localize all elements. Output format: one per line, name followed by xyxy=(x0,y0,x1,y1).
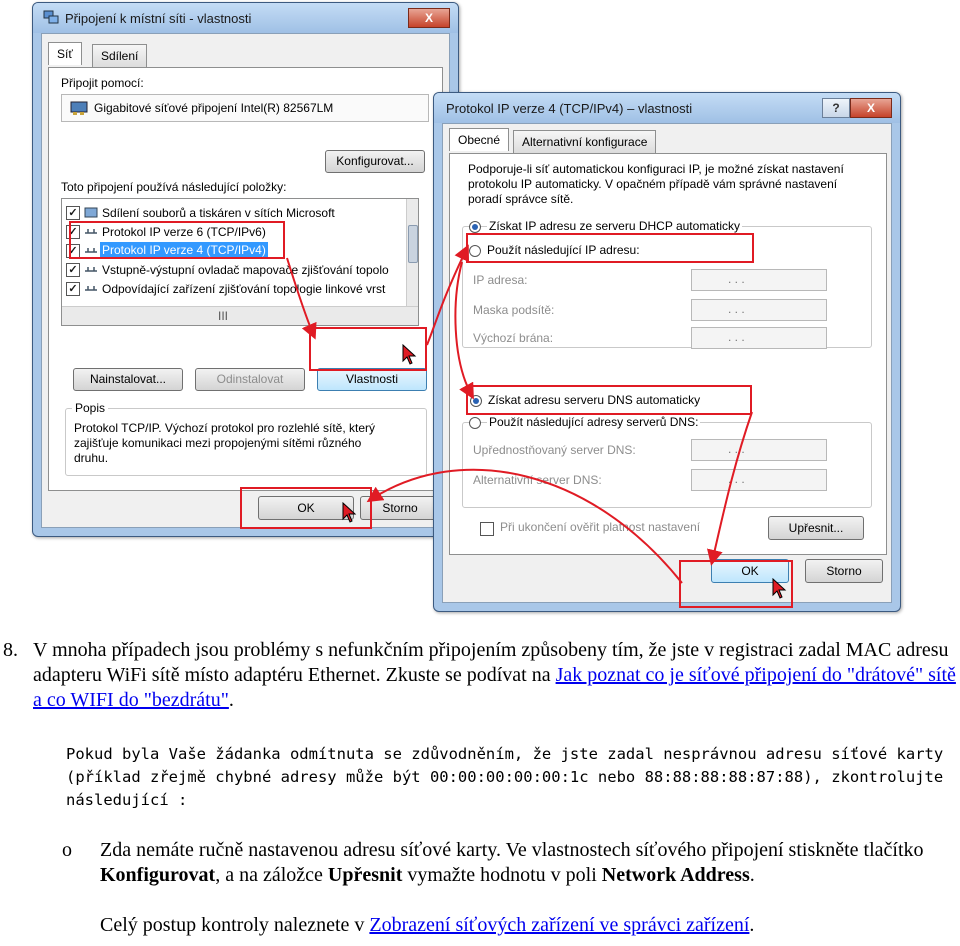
tab-general[interactable]: Obecné xyxy=(449,128,509,151)
adapter-name: Gigabitové síťové připojení Intel(R) 82567LM xyxy=(94,101,334,115)
highlight-ipv4-item xyxy=(69,221,285,259)
alternate-dns-label: Alternativní server DNS: xyxy=(473,473,602,487)
list-text: . xyxy=(749,864,755,886)
properties-button[interactable]: Vlastnosti xyxy=(317,368,427,391)
validate-checkbox-label[interactable]: Při ukončení ověřit platnost nastavení xyxy=(500,520,701,534)
network-adapter-icon xyxy=(70,100,88,116)
subnet-dots: . . . xyxy=(728,302,745,316)
subnet-field xyxy=(691,299,827,321)
item-checkbox[interactable]: ✓ xyxy=(66,225,80,239)
step-text-end: . xyxy=(228,689,234,711)
advanced-term: Upřesnit xyxy=(327,864,403,886)
rejection-note: Pokud byla Vaše žádanka odmítnuta se zdůvodněním, že jste zadal nesprávnou adresu síťové karty (příklad zřejmě chybné adresy může být 00:00:00:00:00:1c nebo 88:88:88:88:87:88), zkontrolujte následující : xyxy=(66,745,944,809)
highlight-auto-dns xyxy=(466,385,752,415)
ok-button[interactable]: OK xyxy=(711,559,789,583)
cancel-button[interactable]: Storno xyxy=(805,559,883,583)
advanced-button[interactable]: Upřesnit... xyxy=(768,516,864,540)
scroll-indicator: III xyxy=(218,309,229,323)
window-title: Připojení k místní síti - vlastnosti xyxy=(65,11,252,26)
ip-address-field xyxy=(691,269,827,291)
close-button[interactable]: X xyxy=(850,98,892,118)
list-text: vymažte hodnotu v poli xyxy=(402,864,602,886)
item-label: Odpovídající zařízení zjišťování topologie linkové vrst xyxy=(102,282,386,296)
list-item[interactable] xyxy=(62,203,407,222)
gateway-dots: . . . xyxy=(728,330,745,344)
dialog-client xyxy=(442,123,892,603)
adapter-field xyxy=(61,94,429,122)
list-item xyxy=(100,838,960,888)
network-address-term: Network Address xyxy=(601,864,750,886)
list-text: , a na záložce xyxy=(215,864,328,886)
configure-term: Konfigurovat xyxy=(100,864,216,886)
tab-network[interactable]: Síť xyxy=(48,42,82,65)
ip-address-label: IP adresa: xyxy=(473,273,528,287)
procedure-line xyxy=(100,913,960,938)
list-item[interactable] xyxy=(62,260,407,279)
procedure-end: . xyxy=(749,914,755,936)
item-checkbox[interactable]: ✓ xyxy=(66,263,80,277)
alternate-dns-field xyxy=(691,469,827,491)
item-checkbox[interactable]: ✓ xyxy=(66,206,80,220)
validate-checkbox[interactable] xyxy=(480,522,494,536)
cursor-icon xyxy=(402,344,418,366)
device-manager-link[interactable]: Zobrazení síťových zařízení ve správci zařízení xyxy=(369,914,750,936)
gateway-label: Výchozí brána: xyxy=(473,331,554,345)
item-label: Protokol IP verze 6 (TCP/IPv6) xyxy=(102,225,266,239)
preferred-dns-dots: . . . xyxy=(728,442,745,456)
items-list xyxy=(61,198,419,326)
radio-auto-ip-label[interactable]: Získat IP adresu ze serveru DHCP automaticky xyxy=(489,219,740,233)
ip-address-dots: . . . xyxy=(728,272,745,286)
item-label: Vstupně-výstupní ovladač mapovače zjišťování topolo xyxy=(102,263,389,277)
radio-manual-dns-label[interactable]: Použít následující adresy serverů DNS: xyxy=(489,415,699,429)
screenshot-area xyxy=(32,0,902,615)
titlebar[interactable] xyxy=(33,3,458,33)
network-icon xyxy=(43,10,59,24)
help-button[interactable]: ? xyxy=(822,98,850,118)
scroll-thumb[interactable] xyxy=(408,225,418,263)
preferred-dns-label: Upřednostňovaný server DNS: xyxy=(473,443,636,457)
step-text: V mnoha případech jsou problémy s nefunkčním připojením způsobeny tím, že jste v registraci zadal MAC adresu adapteru WiFi sítě místo adaptéru Ethernet. Zkuste se podívat na xyxy=(33,639,949,686)
configure-button[interactable]: Konfigurovat... xyxy=(325,150,425,173)
tab-sharing[interactable]: Sdílení xyxy=(92,44,147,67)
radio-manual-dns[interactable] xyxy=(469,417,481,429)
cursor-icon xyxy=(342,502,358,524)
tab-panel xyxy=(48,67,443,491)
item-label: Protokol IP verze 4 (TCP/IPv4) xyxy=(102,243,266,257)
procedure-text: Celý postup kontroly naleznete v xyxy=(100,914,370,936)
close-button[interactable]: X xyxy=(408,8,450,28)
alternate-dns-dots: . . . xyxy=(728,472,745,486)
window-title: Protokol IP verze 4 (TCP/IPv4) – vlastnosti xyxy=(446,101,693,116)
ipv4-properties-window xyxy=(433,92,901,612)
protocol-icon xyxy=(84,263,98,275)
radio-auto-dns-label[interactable]: Získat adresu serveru DNS automaticky xyxy=(488,393,701,407)
list-text: Zda nemáte ručně nastavenou adresu síťové karty. Ve vlastnostech síťového připojení stiskněte tlačítko xyxy=(100,839,924,861)
item-checkbox[interactable]: ✓ xyxy=(66,244,80,258)
list-bullet: o xyxy=(62,839,72,861)
item-checkbox[interactable]: ✓ xyxy=(66,282,80,296)
description-group-label: Popis xyxy=(72,401,108,415)
radio-manual-ip-label[interactable]: Použít následující IP adresu: xyxy=(487,243,640,257)
ok-button[interactable]: OK xyxy=(258,496,354,520)
tab-alternate-config[interactable]: Alternativní konfigurace xyxy=(513,130,656,153)
items-label: Toto připojení používá následující položky: xyxy=(61,180,287,194)
intro-text: Podporuje-li síť automatickou konfiguraci IP, je možné získat nastavení protokolu IP automaticky. V opačném případě vám správné nastavení poradí správce sítě. xyxy=(468,162,844,206)
description-text: Protokol TCP/IP. Výchozí protokol pro rozlehlé sítě, který zajišťuje komunikaci mezi propojenými sítěmi různého druhu. xyxy=(74,421,376,465)
item-label: Sdílení souborů a tiskáren v sítích Microsoft xyxy=(102,206,335,220)
step-paragraph xyxy=(33,638,958,713)
cursor-icon xyxy=(772,578,788,600)
uninstall-button[interactable]: Odinstalovat xyxy=(195,368,305,391)
step-number: 8. xyxy=(3,639,18,661)
horizontal-scrollbar[interactable] xyxy=(62,306,418,325)
highlight-auto-ip xyxy=(466,233,754,263)
subnet-label: Maska podsítě: xyxy=(473,303,555,317)
gateway-field xyxy=(691,327,827,349)
install-button[interactable]: Nainstalovat... xyxy=(73,368,183,391)
tab-panel xyxy=(449,153,887,555)
protocol-icon xyxy=(84,282,98,294)
connect-using-label: Připojit pomocí: xyxy=(61,76,144,90)
dialog-client xyxy=(41,33,450,528)
dns-group xyxy=(462,415,872,508)
vertical-scrollbar[interactable] xyxy=(406,199,418,306)
preferred-dns-field xyxy=(691,439,827,461)
radio-auto-ip[interactable] xyxy=(469,221,481,233)
connection-properties-window xyxy=(32,2,459,537)
cancel-button[interactable]: Storno xyxy=(360,496,440,520)
titlebar[interactable] xyxy=(434,93,900,123)
description-group xyxy=(65,401,427,476)
share-icon xyxy=(84,206,98,218)
wired-wifi-link[interactable]: Jak poznat co je síťové připojení do "drátové" sítě a co WIFI do "bezdrátu" xyxy=(33,664,956,711)
list-item[interactable] xyxy=(62,279,407,298)
